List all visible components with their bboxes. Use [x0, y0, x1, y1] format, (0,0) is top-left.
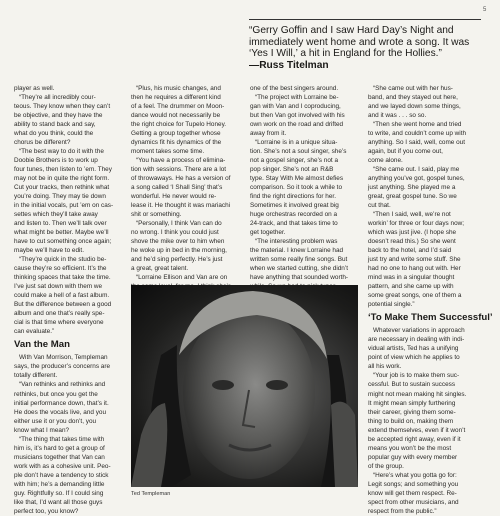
text-line: album and one that’s really spe- [14, 310, 105, 318]
text-line: Cut your tracks, then rethink what [14, 184, 110, 192]
column-1 [14, 84, 126, 516]
text-line: get together. [250, 229, 286, 237]
text-line: no wrong. I think you could just [131, 229, 219, 237]
text-line: “Plus, his music changes, and [136, 85, 221, 92]
text-line: cessful. But to sustain success [368, 381, 456, 389]
text-line: I’ve just sat down with them we [14, 283, 103, 291]
text-line: one of the best singers around. [250, 85, 339, 92]
text-line: like that, I’d want all those guys [14, 498, 103, 506]
text-line: could make a hell of a fast album. [14, 292, 110, 300]
section-heading-van-the-man: Van the Man [14, 339, 70, 351]
text-line: a great, great talent. [131, 265, 189, 273]
text-line: shove the mike over to him when [131, 238, 225, 246]
text-line: know will get them respect. Re- [368, 489, 457, 497]
text-line: had no one to hang out with. Her [368, 265, 461, 273]
column-4 [368, 84, 493, 516]
portrait-illustration [131, 285, 358, 487]
text-line: be objective, and they have the [14, 112, 103, 120]
text-line: ability to stand back and say, [14, 121, 96, 129]
text-line: back to the hotel, and I’d said [368, 247, 452, 255]
text-line: cial is that time where everyone [14, 319, 104, 327]
text-line: “They’re quick in the studio be- [19, 256, 107, 264]
page-number: 5 [483, 7, 487, 13]
text-line: him is, it’s hard to get a group of [14, 444, 105, 452]
text-line: “Lorraine is in a unique situa- [255, 139, 338, 147]
text-line: “She came out with her hus- [373, 85, 453, 92]
text-line: cause they’re so efficient. It’s the [14, 265, 107, 273]
text-line: but then Van got involved with his [250, 112, 345, 120]
text-line: pattern, and she came up with [368, 283, 454, 291]
text-line: comparison. So it took a while to [250, 184, 342, 192]
text-line: may not be in quite the right form. [14, 175, 110, 183]
text-line: cut that. [368, 202, 391, 210]
text-line: player as well. [14, 85, 55, 92]
text-line: “Personally, I think Van can do [136, 220, 222, 228]
text-line: come alone. [368, 157, 403, 165]
text-line: potential single.” [368, 301, 415, 309]
text-line: shit or something. [131, 211, 182, 219]
text-line: mind was in a singular thought [368, 274, 455, 282]
text-line: he woke up in bed in the morning, [131, 247, 227, 255]
photo-caption: Ted Templeman [131, 491, 171, 497]
text-line: “Then I said, well, we’re not [373, 211, 451, 219]
pull-quote-text: “Gerry Goffin and I saw Hard Day’s Night and immediately went home and wrote a song. It was ‘Yes I Will,’ a hit in England for the Hollies.” [249, 25, 470, 60]
text-line: teous. They know when they can’t [14, 103, 111, 111]
text-line: anything. So I said, well, come out [368, 139, 465, 147]
text-line: totally different. [14, 372, 58, 380]
text-line: settes which they’ll take away [14, 211, 98, 219]
text-line: “The interesting problem was [255, 238, 338, 246]
column-4-body [368, 84, 486, 309]
text-line: dance would not necessarily be [131, 112, 221, 120]
text-line: Doobie Brothers is to work up [14, 157, 98, 165]
text-line: With Van Morrison, Templeman [19, 354, 108, 362]
text-line: initial performance down, that’s it. [14, 399, 109, 407]
text-line: are necessary in dealing with indi- [368, 336, 465, 344]
text-line: their career, giving them some- [368, 408, 456, 416]
text-line: gan with Van and I coproducing, [250, 103, 341, 111]
text-line: when we started cutting, she didn’t [250, 265, 349, 273]
text-line: ple don’t have a tendency to stick [14, 471, 109, 479]
text-line: anything you’ve got, gospel tunes, [368, 175, 465, 183]
pull-quote-rule [249, 19, 481, 20]
text-line: wonderful. He never would re- [131, 193, 217, 201]
text-line: “You have a process of elimina- [136, 157, 226, 165]
text-line: and it was . . . so so. [368, 112, 427, 120]
text-line: means you won’t be the most [368, 444, 452, 452]
column-2 [131, 84, 246, 291]
text-line: either use it or you don’t, you [14, 417, 97, 425]
text-line: band, and they stayed out here, [368, 94, 458, 102]
text-line: might not mean making hit singles. [368, 390, 467, 398]
text-line: “Here’s what you gotta go for: [373, 471, 457, 479]
text-line: “The thing that takes time with [19, 435, 105, 443]
text-line: “They’re all incredibly cour- [19, 94, 96, 102]
section-heading-make-them-successful: ‘To Make Them Successful’ [368, 312, 493, 324]
text-line: what might be better. Maybe we’ll [14, 229, 109, 237]
pull-quote [249, 25, 481, 72]
text-line: huge orchestras recorded on a [250, 211, 338, 219]
text-line: of a feel. The drummer on Moon- [131, 103, 225, 111]
text-line: lease it. He thought it was mariachi [131, 202, 231, 210]
text-line: perfect too, you know? [14, 507, 79, 515]
text-line: But the difference between a good [14, 301, 112, 309]
text-line: workin’ for three or four days now; [368, 220, 465, 228]
text-line: written some really fine songs. But [250, 256, 348, 264]
text-line: respect from the public.” [368, 507, 437, 515]
text-line: type. Stay With Me almost defies [250, 175, 344, 183]
text-line: tion with sessions. There are a lot [131, 166, 227, 174]
text-line: He does the vocals live, and you [14, 408, 107, 416]
column-3 [250, 84, 362, 291]
text-line: own work on the road and drifted [250, 121, 344, 129]
text-line: thing to build on, making them [368, 417, 454, 425]
text-line: pop singer. She’s not an R&B [250, 166, 334, 174]
text-line: “She came out. I said, play me [373, 166, 460, 174]
text-line: great, great gospel tune. So we [368, 193, 457, 201]
text-line: away from it. [250, 130, 287, 138]
text-line: what do you think, could the [14, 130, 94, 138]
text-line: Whatever variations in approach [373, 327, 465, 335]
text-line: not a gospel singer, she’s not a [250, 157, 338, 165]
text-line: musicians together that Van can [14, 453, 105, 461]
text-line: Legit songs; and something you [368, 480, 459, 488]
text-line: guy. Rightfully so. If I could sing [14, 489, 104, 497]
pull-quote-attribution: —Russ Titelman [249, 60, 329, 72]
text-line: and we layed down some things, [368, 103, 461, 111]
column-1-body [14, 84, 126, 336]
text-line: find the right directions for her. [250, 193, 336, 201]
text-line: a song called ‘I Shall Sing’ that’s [131, 184, 223, 192]
text-line: and listen to. Then we’ll talk over [14, 220, 107, 228]
text-line: “Then she went home and tried [373, 121, 462, 129]
text-line: know what I mean? [14, 426, 70, 434]
text-line: dynamics fit his dynamics of the [131, 139, 222, 147]
text-line: to write, and couldn’t come up with [368, 130, 467, 138]
text-line: the right choice for Tupelo Honey. [131, 121, 227, 129]
text-line: “Lorraine Ellison and Van are on [136, 274, 228, 282]
text-line: tion. She’s not a soul singer, she’s [250, 148, 347, 156]
text-line: extend themselves, even if it won’t [368, 426, 466, 434]
text-line: rethinks, but once you get the [14, 390, 98, 398]
text-line: the material. I knew Lorraine had [250, 247, 344, 255]
text-line: spect from other musicians, and [368, 498, 459, 506]
text-line: can evaluate.” [14, 328, 55, 336]
text-line: work with as a cohesive unit. Peo- [14, 462, 111, 470]
portrait-photo [131, 285, 358, 487]
column-2-body [131, 84, 246, 291]
text-line: just anything. She played me a [368, 184, 456, 192]
text-line: says, the producer’s concerns are [14, 363, 111, 371]
text-line: Sometimes it involved great big [250, 202, 339, 210]
text-line: you’re doing. They may tie down [14, 193, 106, 201]
column-1-body-2 [14, 353, 126, 515]
text-line: and he’d sing perfectly. He’s just [131, 256, 223, 264]
text-line: chorus be different? [14, 139, 71, 147]
text-line: be accepted right away, even if it [368, 435, 461, 443]
column-4-body-2 [368, 326, 486, 515]
text-line: which was just jive. (I hope she [368, 229, 457, 237]
text-line: in the initial vocals, put ’em on cas- [14, 202, 114, 210]
column-3-body [250, 84, 362, 291]
text-line: of throwaways. He has a version of [131, 175, 231, 183]
text-line: then he requires a different kind [131, 94, 221, 102]
text-line: thinking spaces that take the time. [14, 274, 111, 282]
text-line: “The best way to do it with the [19, 148, 104, 156]
text-line: maybe we’ll have to edit. [14, 247, 84, 255]
text-line: “Your job is to make them suc- [373, 372, 460, 380]
text-line: popular guy with every member [368, 453, 458, 461]
text-line: doesn’t read this.) So she went [368, 238, 456, 246]
text-line: just try and write some stuff. She [368, 256, 461, 264]
text-line: vidual artists, Ted has a unifying [368, 345, 459, 353]
text-line: have to cut something once again; [14, 238, 112, 246]
text-line: moment takes some time. [131, 148, 205, 156]
text-line: all his work. [368, 363, 402, 371]
text-line: with him; he’s a demanding little [14, 480, 105, 488]
text-line: have anything that sounded worth- [250, 274, 349, 282]
text-line: of the group. [368, 462, 404, 470]
text-line: Getting a group together whose [131, 130, 221, 138]
text-line: “Van rethinks and rethinks and [19, 381, 106, 389]
text-line: 24-track, and that takes time to [250, 220, 338, 228]
text-line: four tunes, then listen to ’em. They [14, 166, 112, 174]
text-line: “The project with Lorraine be- [255, 94, 339, 102]
text-line: some great songs, one of them a [368, 292, 462, 300]
text-line: point of view which he applies to [368, 354, 460, 362]
text-line: It might mean simply furthering [368, 399, 456, 407]
text-line: again, but if you come out, [368, 148, 443, 156]
